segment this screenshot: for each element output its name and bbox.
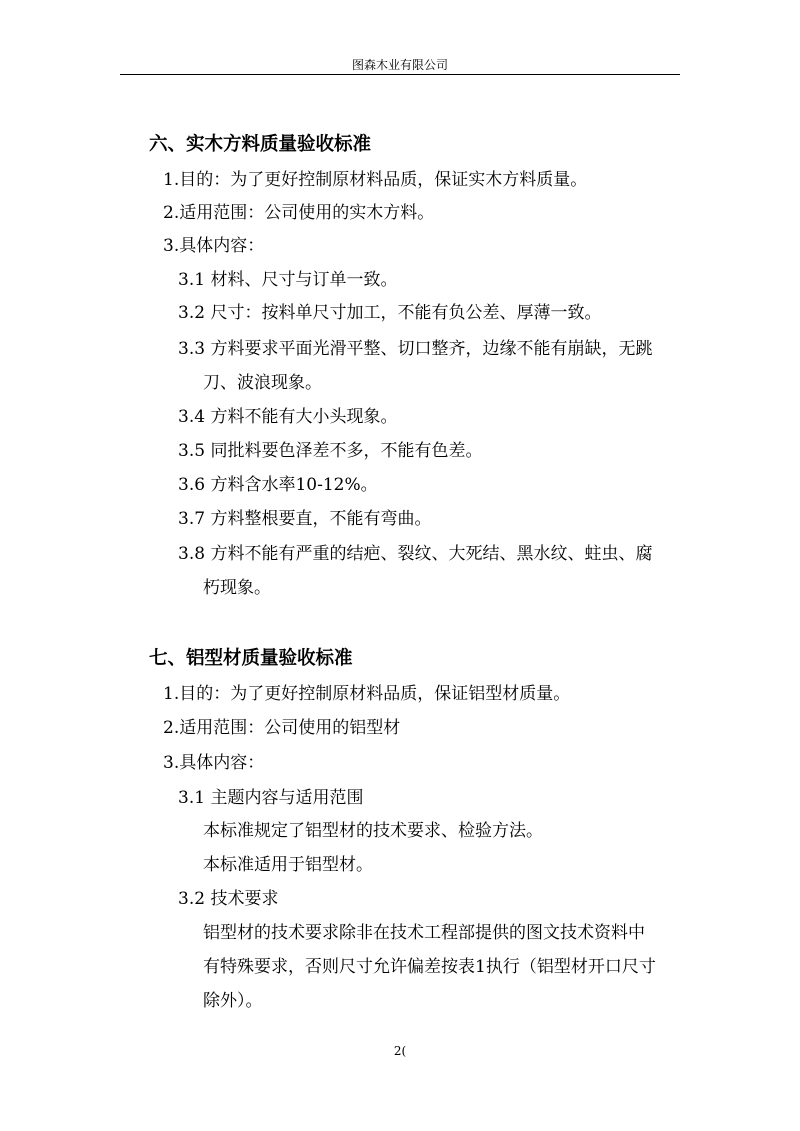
section7-scope: 2.适用范围：公司使用的铝型材 — [163, 718, 401, 738]
section7-sub2-line-3: 除外）。 — [203, 991, 263, 1011]
page-header-company: 图森木业有限公司 — [351, 58, 448, 72]
section7-sub1-line-2: 本标准适用于铝型材。 — [203, 855, 373, 875]
section6-purpose: 1.目的：为了更好控制原材料品质，保证实木方料质量。 — [163, 170, 588, 190]
section6-item-3-4: 3.4 方料不能有大小头现象。 — [178, 407, 398, 427]
section6-item-3-1: 3.1 材料、尺寸与订单一致。 — [178, 270, 398, 290]
section7-content-title: 3.具体内容： — [163, 753, 265, 773]
section6-item-3-8-cont: 朽现象。 — [203, 578, 271, 598]
section6-item-3-2: 3.2 尺寸：按料单尺寸加工，不能有负公差、厚薄一致。 — [178, 303, 602, 323]
section7-sub1-title: 3.1 主题内容与适用范围 — [178, 788, 364, 808]
section7-purpose: 1.目的：为了更好控制原材料品质，保证铝型材质量。 — [163, 684, 571, 704]
page-number: 2( — [393, 1044, 407, 1058]
section7-sub2-line-2: 有特殊要求，否则尺寸允许偏差按表1执行（铝型材开口尺寸 — [203, 957, 656, 977]
section6-scope: 2.适用范围：公司使用的实木方料。 — [163, 203, 435, 223]
section6-item-3-3: 3.3 方料要求平面光滑平整、切口整齐，边缘不能有崩缺，无跳 — [178, 339, 653, 359]
section7-sub1-line-1: 本标准规定了铝型材的技术要求、检验方法。 — [203, 821, 543, 841]
section6-title: 六、实木方料质量验收标准 — [149, 134, 372, 155]
header-rule — [120, 74, 680, 75]
section7-sub2-line-1: 铝型材的技术要求除非在技术工程部提供的图文技术资料中 — [203, 923, 645, 943]
section7-title: 七、铝型材质量验收标准 — [149, 648, 353, 669]
section6-item-3-3-cont: 刀、波浪现象。 — [203, 373, 322, 393]
section6-content-title: 3.具体内容： — [163, 236, 265, 256]
section6-item-3-7: 3.7 方料整根要直，不能有弯曲。 — [178, 509, 432, 529]
section6-item-3-8: 3.8 方料不能有严重的结疤、裂纹、大死结、黑水纹、蛀虫、腐 — [178, 544, 653, 564]
section6-item-3-6: 3.6 方料含水率10-12%。 — [178, 475, 378, 495]
section6-item-3-5: 3.5 同批料要色泽差不多，不能有色差。 — [178, 441, 483, 461]
section7-sub2-title: 3.2 技术要求 — [178, 889, 279, 909]
